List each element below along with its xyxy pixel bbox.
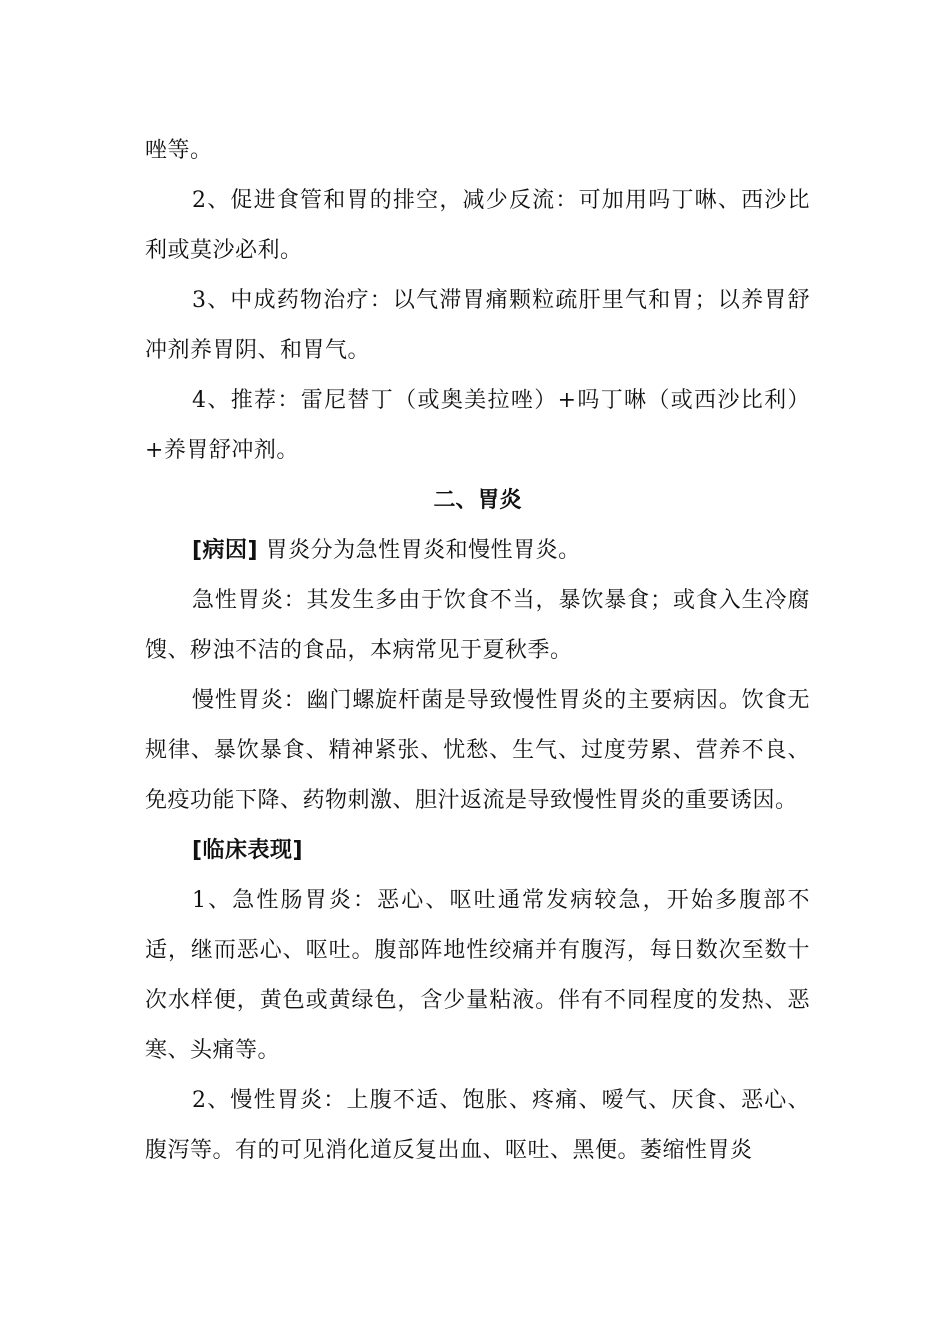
paragraph-chronic-gastritis: 慢性胃炎：幽门螺旋杆菌是导致慢性胃炎的主要病因。饮食无规律、暴饮暴食、精神紧张、忧愁、生气、过度劳累、营养不良、免疫功能下降、药物刺激、胆汁返流是导致慢性胃炎的重要诱因。 — [145, 688, 810, 813]
paragraph-clinical-2: 2、慢性胃炎：上腹不适、饱胀、疼痛、嗳气、厌食、恶心、腹泻等。有的可见消化道反复出血、呕吐、黑便。萎缩性胃炎 — [145, 1088, 810, 1163]
etiology-text: 胃炎分为急性胃炎和慢性胃炎。 — [258, 538, 581, 563]
paragraph-clinical-1: 1、急性肠胃炎：恶心、呕吐通常发病较急，开始多腹部不适，继而恶心、呕吐。腹部阵地性绞痛并有腹泻，每日数次至数十次水样便，黄色或黄绿色，含少量粘液。伴有不同程度的发热、恶寒、头痛等。 — [145, 888, 810, 1063]
document-body — [145, 126, 810, 1176]
label-etiology: [病因] — [192, 538, 259, 563]
section-heading-gastritis: 二、胃炎 — [433, 488, 522, 513]
paragraph-acute-gastritis: 急性胃炎：其发生多由于饮食不当，暴饮暴食；或食入生冷腐馊、秽浊不洁的食品，本病常见于夏秋季。 — [145, 588, 810, 663]
paragraph-etiology — [145, 526, 810, 576]
paragraph-clinical-heading — [145, 826, 810, 876]
paragraph-treatment-2: 2、促进食管和胃的排空，减少反流：可加用吗丁啉、西沙比利或莫沙必利。 — [145, 188, 810, 263]
paragraph-treatment-3: 3、中成药物治疗：以气滞胃痛颗粒疏肝里气和胃；以养胃舒冲剂养胃阴、和胃气。 — [145, 288, 810, 363]
paragraph-continuation: 唑等。 — [145, 138, 213, 163]
paragraph-treatment-4: 4、推荐：雷尼替丁（或奥美拉唑）+吗丁啉（或西沙比利）+养胃舒冲剂。 — [145, 388, 810, 463]
label-clinical-manifestation: [临床表现] — [192, 838, 304, 863]
